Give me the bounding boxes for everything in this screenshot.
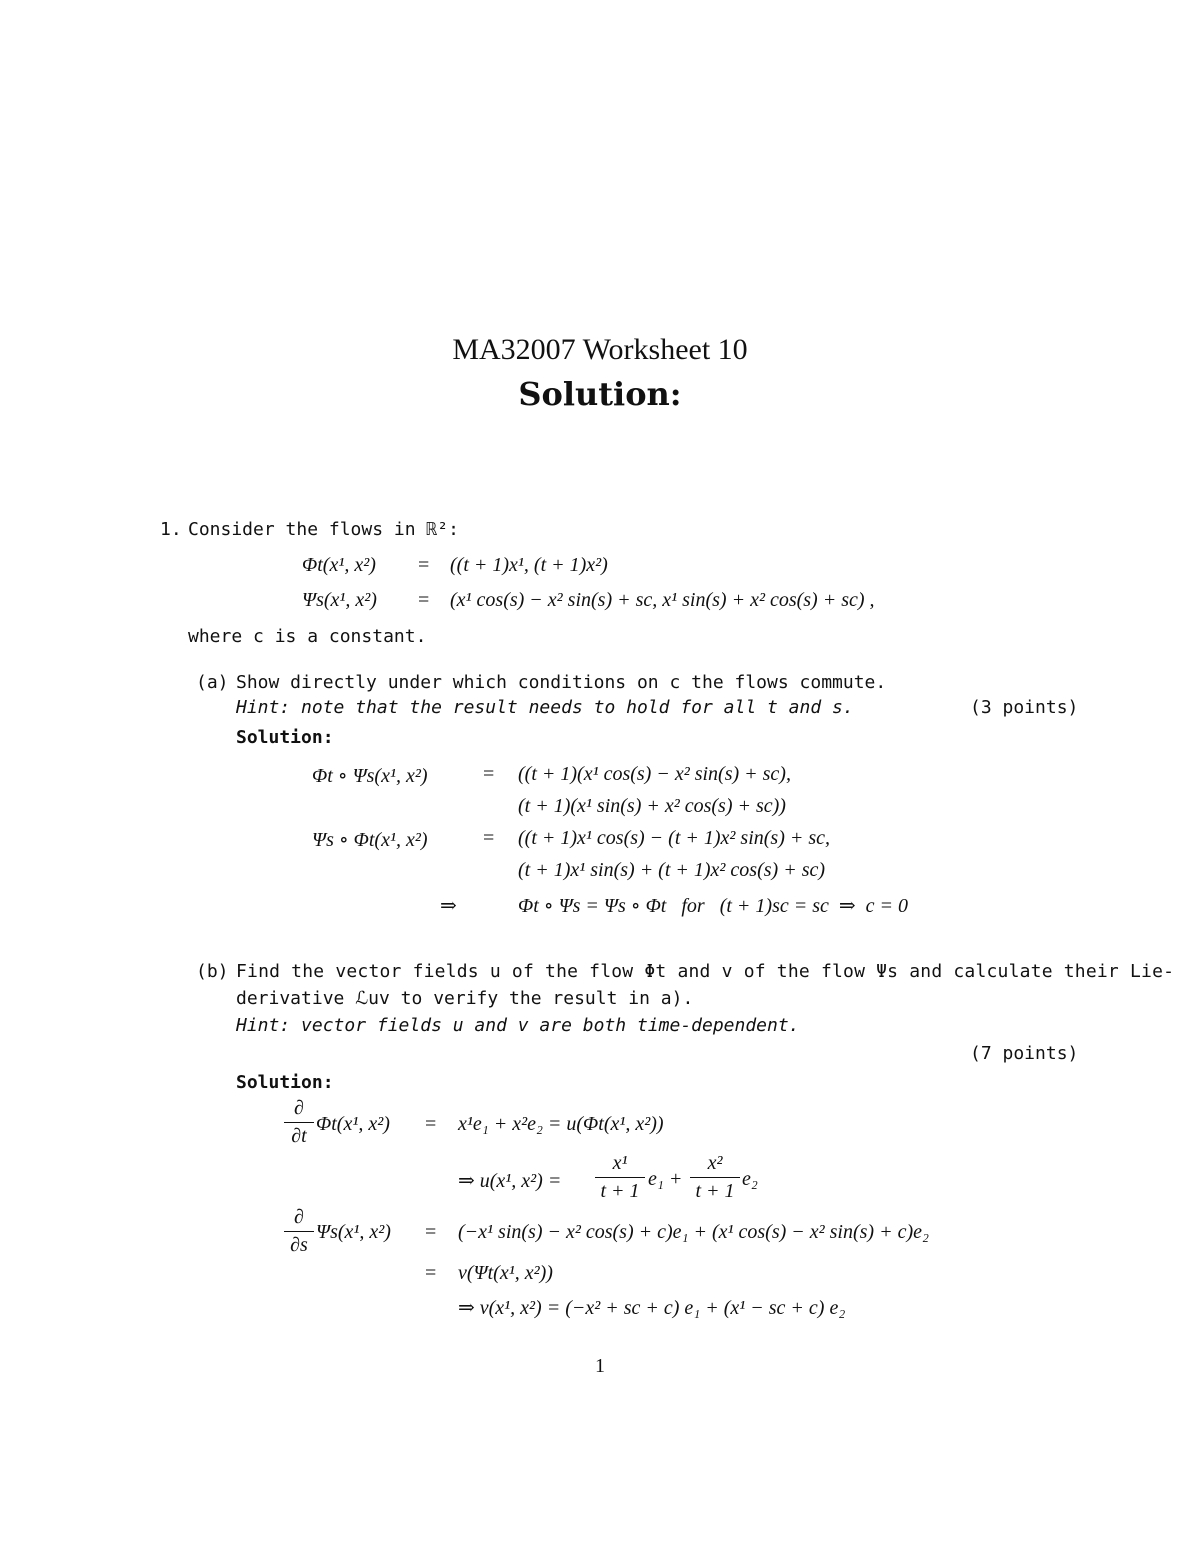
- a-eq1-equals: =: [483, 763, 495, 785]
- part-b-label: (b): [196, 961, 229, 982]
- page-subtitle: Solution:: [518, 375, 682, 413]
- u-frac2-denominator: t + 1: [695, 1180, 735, 1202]
- where-text: where c is a constant.: [188, 626, 427, 647]
- page-number: 1: [595, 1355, 605, 1377]
- flow-phi-equals: =: [418, 554, 430, 576]
- a-eq1-lhs: Φt ∘ Ψs(x¹, x²): [312, 765, 428, 787]
- b-d2-lhs: Ψs(x¹, x²): [316, 1221, 391, 1243]
- b-d1-rhs: x¹e₁ + x²e₂ = u(Φt(x¹, x²)): [458, 1113, 664, 1135]
- d-ds-denominator: ∂s: [290, 1234, 308, 1256]
- flow-phi-rhs: ((t + 1)x¹, (t + 1)x²): [450, 554, 608, 576]
- u-fraction-1: [595, 1152, 645, 1203]
- b-d3-equals: =: [425, 1262, 437, 1284]
- u-fraction-2: [690, 1152, 740, 1203]
- a-implies-arrow: ⇒: [440, 895, 457, 917]
- u-frac1-numerator: x¹: [612, 1152, 628, 1174]
- flow-psi-rhs: (x¹ cos(s) − x² sin(s) + sc, x¹ sin(s) + x² cos(s) + sc) ,: [450, 589, 875, 611]
- b-d3-rhs: v(Ψt(x¹, x²)): [458, 1262, 553, 1284]
- part-a-hint: Hint: note that the result needs to hold for all t and s.: [236, 697, 854, 718]
- page-title: MA32007 Worksheet 10: [452, 333, 748, 366]
- v-line: ⇒ v(x¹, x²) = (−x² + sc + c) e₁ + (x¹ − sc + c) e₂: [458, 1297, 846, 1319]
- flow-psi-lhs: Ψs(x¹, x²): [302, 589, 377, 611]
- b-d2-equals: =: [425, 1221, 437, 1243]
- part-b-points: (7 points): [970, 1043, 1079, 1064]
- u-middle: e₁ +: [648, 1168, 683, 1190]
- part-a-solution-label: Solution:: [236, 727, 334, 748]
- part-b-text-line2: derivative ℒuv to verify the result in a).: [236, 988, 694, 1009]
- fraction-bar: [595, 1177, 645, 1178]
- a-eq2-rhs-line1: ((t + 1)x¹ cos(s) − (t + 1)x² sin(s) + sc,: [518, 827, 831, 849]
- d-ds-numerator: ∂: [294, 1206, 304, 1228]
- problem-intro: Consider the flows in ℝ²:: [188, 519, 459, 540]
- b-d1-lhs: Φt(x¹, x²): [316, 1113, 390, 1135]
- fraction-bar: [690, 1177, 740, 1178]
- d-dt-fraction: [284, 1097, 314, 1148]
- b-d2-rhs: (−x¹ sin(s) − x² cos(s) + c)e₁ + (x¹ cos(s) − x² sin(s) + c)e₂: [458, 1221, 929, 1243]
- a-eq2-rhs-line2: (t + 1)x¹ sin(s) + (t + 1)x² cos(s) + sc): [518, 859, 826, 881]
- d-dt-denominator: ∂t: [291, 1125, 307, 1147]
- u-frac1-denominator: t + 1: [600, 1180, 640, 1202]
- a-conclusion: Φt ∘ Ψs = Ψs ∘ Φt for (t + 1)sc = sc ⇒ c = 0: [518, 895, 909, 917]
- part-a-points: (3 points): [970, 697, 1079, 718]
- a-eq1-rhs-line2: (t + 1)(x¹ sin(s) + x² cos(s) + sc)): [518, 795, 786, 817]
- part-a-text: Show directly under which conditions on c the flows commute.: [236, 672, 887, 693]
- part-b-solution-label: Solution:: [236, 1072, 334, 1093]
- d-ds-fraction: [284, 1206, 314, 1257]
- fraction-bar: [284, 1122, 314, 1123]
- u-frac2-numerator: x²: [707, 1152, 723, 1174]
- a-eq2-lhs: Ψs ∘ Φt(x¹, x²): [312, 829, 428, 851]
- part-b-text-line1: Find the vector fields u of the flow Φt and v of the flow Ψs and calculate their Lie-: [236, 961, 1175, 982]
- fraction-bar: [284, 1231, 314, 1232]
- u-prefix: ⇒ u(x¹, x²) =: [458, 1170, 562, 1192]
- part-b-hint: Hint: vector fields u and v are both time-dependent.: [236, 1015, 800, 1036]
- u-end: e₂: [742, 1168, 758, 1190]
- flow-phi-lhs: Φt(x¹, x²): [302, 554, 376, 576]
- part-a-label: (a): [196, 672, 229, 693]
- flow-psi-equals: =: [418, 589, 430, 611]
- d-dt-numerator: ∂: [294, 1097, 304, 1119]
- problem-number: 1.: [160, 519, 182, 540]
- a-eq2-equals: =: [483, 827, 495, 849]
- a-eq1-rhs-line1: ((t + 1)(x¹ cos(s) − x² sin(s) + sc),: [518, 763, 791, 785]
- b-d1-equals: =: [425, 1113, 437, 1135]
